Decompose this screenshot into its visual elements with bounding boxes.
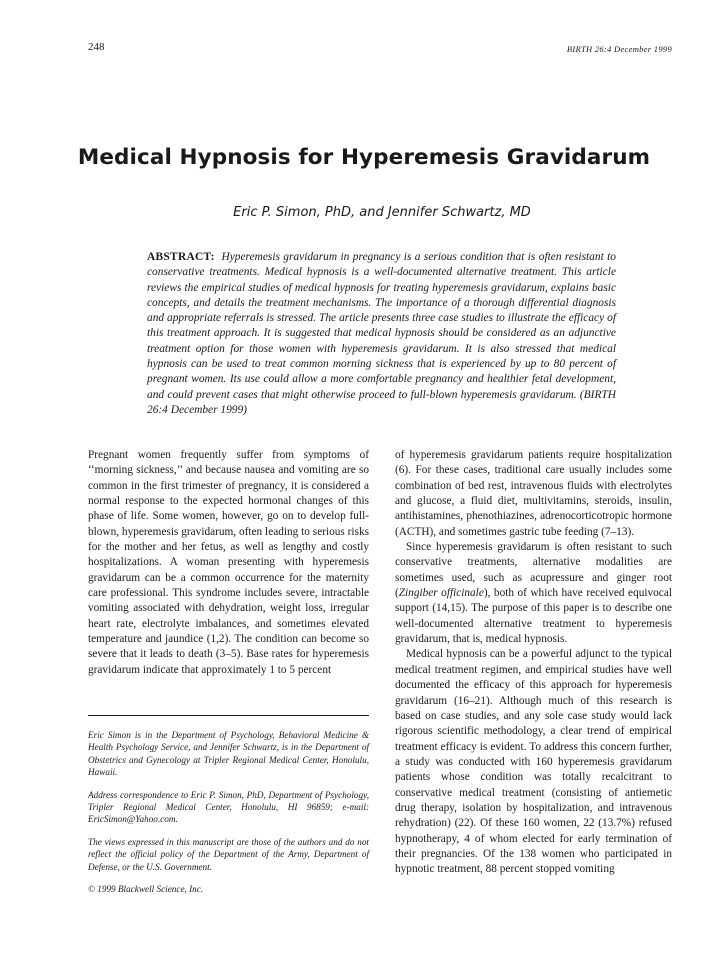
abstract-label: ABSTRACT: <box>147 251 215 263</box>
affiliation-note: Eric Simon is in the Department of Psychology, Behavioral Medicine & Health Psychology Service, and Jennifer Schwartz, is in the Department of Obstetrics and Gynecology at Tripler Regional Medical Center, Honolulu, Hawaii. <box>88 730 369 778</box>
body-column-right <box>395 448 672 878</box>
page-number: 248 <box>88 41 105 53</box>
abstract <box>147 250 616 418</box>
body-paragraph <box>395 540 672 647</box>
species-name: Zingiber officinale <box>398 587 484 600</box>
body-column-left <box>88 448 369 678</box>
body-paragraph: of hyperemesis gravidarum patients require hospitalization (6). For these cases, traditional care usually includes some combination of bed rest, intravenous fluids with electrolytes and glucose, a fluid diet, multivitamins, steroids, insulin, antihistamines, phenothiazines, adrenocorticotropic hormone (ACTH), and sometimes gastric tube feeding (7–13). <box>395 449 672 538</box>
body-text: ), both of which have received equivocal support (14,15). The purpose of this paper is to describe one well-documented alternative treatment to hyperemesis gravidarum, that is, medical hypnosis. <box>395 587 672 646</box>
body-paragraph: Medical hypnosis can be a powerful adjunct to the typical medical treatment regimen, and empirical studies have well documented the efficacy of this approach for hyperemesis gravidarum (16–21). Although much of this research is based on case studies, and any sole case study would lack rigorous scientific methodology, a clear trend of empirical treatment efficacy is evident. To address this concern further, a study was conducted with 160 hyperemesis gravidarum patients whose condition was totally recalcitrant to conservative medical treatment (consisting of antiemetic drug therapy, isolation by hospitalization, and intravenous rehydration) (22). Of these 160 women, 22 (13.7%) refused hypnotherapy, 4 of whom elected for early termination of their pregnancies. Of the 138 women who participated in hypnotic treatment, 88 percent stopped vomiting <box>395 648 672 876</box>
footnotes <box>88 729 369 905</box>
journal-running-head: BIRTH 26:4 December 1999 <box>566 44 672 54</box>
body-paragraph: Pregnant women frequently suffer from symptoms of ‘‘morning sickness,’’ and because nausea and vomiting are so common in the first trimester of pregnancy, it is considered a normal response to the expected hormonal changes of this phase of life. Some women, however, go on to develop full-blown, hyperemesis gravidarum, often leading to serious risks for the mother and her fetus, as well as lengthy and costly hospitalizations. A woman presenting with hyperemesis gravidarum can be a common occurrence for the maternity care professional. This syndrome includes severe, intractable vomiting associated with dehydration, weight loss, irregular heart rate, electrolyte imbalances, and sometimes elevated temperature and jaundice (1,2). The condition can become so severe that it leads to death (3–5). Base rates for hyperemesis gravidarum indicate that approximately 1 to 5 percent <box>88 449 369 676</box>
footnote-divider <box>88 715 369 716</box>
body-text: Since hyperemesis gravidarum is often resistant to such conservative treatments, alternative modalities are sometimes used, such as acupressure and ginger root ( <box>395 541 672 600</box>
article-title: Medical Hypnosis for Hyperemesis Gravidarum <box>77 145 651 170</box>
abstract-text: Hyperemesis gravidarum in pregnancy is a serious condition that is often resistant to conservative treatments. Medical hypnosis is a well-documented alternative treatment. This article reviews the empirical studies of medical hypnosis for treating hyperemesis gravidarum, explains basic concepts, and details the treatment mechanisms. The importance of a thorough differential diagnosis and appropriate referrals is stressed. The article presents three case studies to illustrate the efficacy of this treatment approach. It is suggested that medical hypnosis should be considered as an adjunctive treatment option for those women with hyperemesis gravidarum. It is also stressed that medical hypnosis can be used to treat common morning sickness that is experienced by up to 80 percent of pregnant women. Its use could allow a more comfortable pregnancy and healthier fetal development, and could prevent cases that might otherwise proceed to full-blown hyperemesis gravidarum. (BIRTH 26:4 December 1999) <box>147 251 616 416</box>
disclaimer-note: The views expressed in this manuscript are those of the authors and do not reflect the official policy of the Department of the Army, Department of Defense, or the U.S. Government. <box>88 836 369 872</box>
copyright-note: © 1999 Blackwell Science, Inc. <box>88 884 204 895</box>
correspondence-note: Address correspondence to Eric P. Simon, PhD, Department of Psychology, Tripler Regional Medical Center, Honolulu, HI 96859; e-mail: EricSimon@Yahoo.com. <box>88 789 369 825</box>
article-authors: Eric P. Simon, PhD, and Jennifer Schwartz, MD <box>233 205 531 220</box>
